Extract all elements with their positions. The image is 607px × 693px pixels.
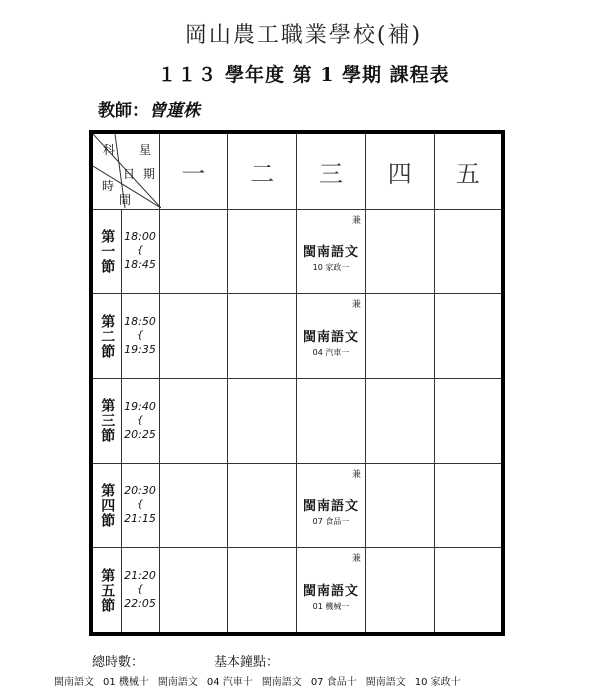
footer-item: 閩南語文 xyxy=(54,677,94,688)
class-group: 04 汽車一 xyxy=(312,348,350,358)
footer-item: 閩南語文 xyxy=(157,677,198,688)
period-label: 第四節 xyxy=(99,482,116,528)
schedule-slot[interactable] xyxy=(159,548,228,634)
period-end-time: 22:05 xyxy=(124,597,156,611)
period-row xyxy=(91,378,503,463)
period-start-time: 19:40 xyxy=(124,399,156,413)
period-time-separator: { xyxy=(136,414,144,426)
class-group: 07 食品一 xyxy=(312,517,350,527)
footer-line xyxy=(54,673,470,688)
period-time-cell xyxy=(121,294,159,379)
period-label-cell xyxy=(91,548,121,634)
schedule-slot[interactable] xyxy=(297,209,366,294)
base-hours-label: 基本鐘點： xyxy=(214,655,280,670)
corner-cell xyxy=(91,132,159,209)
class-tag: 兼 xyxy=(351,215,361,226)
period-time-cell xyxy=(121,463,159,548)
teacher-name: 曾蓮株 xyxy=(149,101,200,121)
period-time-separator: { xyxy=(136,330,144,342)
footer-item: 閩南語文 xyxy=(261,677,302,688)
period-time-cell xyxy=(121,548,159,634)
period-end-time: 18:45 xyxy=(124,258,156,272)
schedule-slot[interactable] xyxy=(434,548,503,634)
schedule-slot[interactable] xyxy=(228,378,297,463)
schedule-slot[interactable] xyxy=(365,294,434,379)
period-time-cell xyxy=(121,378,159,463)
schedule-slot[interactable] xyxy=(434,294,503,379)
footer-item: 04 汽車十 xyxy=(206,677,253,688)
day-header-wed: 三 xyxy=(297,132,366,209)
schedule-slot[interactable] xyxy=(297,378,366,463)
class-tag: 兼 xyxy=(351,554,361,565)
period-time-cell xyxy=(121,209,159,294)
period-start-time: 20:30 xyxy=(124,484,156,498)
footer-item: 10 家政十 xyxy=(414,677,461,688)
class-group: 10 家政一 xyxy=(312,263,350,273)
class-subject: 閩南語文 xyxy=(302,330,359,346)
class-subject: 閩南語文 xyxy=(302,499,359,515)
corner-star: 星 xyxy=(139,143,152,157)
period-label: 第三節 xyxy=(99,398,116,444)
corner-period: 期 xyxy=(143,167,156,181)
day-header-mon: 一 xyxy=(159,132,228,209)
period-row xyxy=(91,294,503,379)
day-header-fri: 五 xyxy=(434,132,503,209)
schedule-slot[interactable] xyxy=(434,463,503,548)
period-label-cell xyxy=(91,209,121,294)
period-time-separator: { xyxy=(136,499,144,511)
schedule-slot[interactable] xyxy=(297,548,366,634)
period-start-time: 18:50 xyxy=(124,315,156,329)
class-group: 01 機械一 xyxy=(312,602,350,612)
schedule-slot[interactable] xyxy=(365,548,434,634)
schedule-table xyxy=(89,130,505,636)
header-row xyxy=(91,132,503,209)
period-start-time: 21:20 xyxy=(124,569,156,583)
teacher-label: 教師： xyxy=(98,101,149,121)
schedule-slot[interactable] xyxy=(365,378,434,463)
schedule-slot[interactable] xyxy=(297,294,366,379)
day-header-thu: 四 xyxy=(365,132,434,209)
class-subject: 閩南語文 xyxy=(302,245,359,261)
period-time-separator: { xyxy=(136,584,144,596)
period-time-separator: { xyxy=(136,245,144,257)
schedule-slot[interactable] xyxy=(228,463,297,548)
class-subject: 閩南語文 xyxy=(302,584,359,600)
period-label: 第二節 xyxy=(99,313,116,359)
schedule-slot[interactable] xyxy=(434,378,503,463)
schedule-slot[interactable] xyxy=(159,209,228,294)
period-row xyxy=(91,463,503,548)
schedule-slot[interactable] xyxy=(159,378,228,463)
period-row xyxy=(91,548,503,634)
schedule-slot[interactable] xyxy=(159,294,228,379)
class-tag: 兼 xyxy=(351,300,361,311)
school-title: 岡山農工職業學校(補) xyxy=(184,23,423,48)
schedule-slot[interactable] xyxy=(228,294,297,379)
schedule-slot[interactable] xyxy=(297,463,366,548)
period-end-time: 20:25 xyxy=(124,427,156,441)
schedule-slot[interactable] xyxy=(365,463,434,548)
total-hours-label: 總時數： xyxy=(92,655,145,670)
period-end-time: 21:15 xyxy=(124,512,156,526)
corner-between: 間 xyxy=(119,193,132,207)
corner-time: 時 xyxy=(102,179,115,193)
corner-subject: 科 xyxy=(103,143,116,157)
day-header-tue: 二 xyxy=(228,132,297,209)
summary-line xyxy=(92,651,279,670)
period-end-time: 19:35 xyxy=(124,343,156,357)
footer-item: 閩南語文 xyxy=(365,677,406,688)
period-start-time: 18:00 xyxy=(124,230,156,244)
term-title: １１３ 學年度 第 1 學期 課程表 xyxy=(157,64,450,86)
period-label-cell xyxy=(91,294,121,379)
schedule-slot[interactable] xyxy=(365,209,434,294)
period-label: 第五節 xyxy=(99,567,116,613)
teacher-line xyxy=(98,96,200,121)
period-label-cell xyxy=(91,463,121,548)
footer-item: 07 食品十 xyxy=(310,677,357,688)
schedule-slot[interactable] xyxy=(434,209,503,294)
period-row xyxy=(91,209,503,294)
footer-item: 01 機械十 xyxy=(103,677,149,688)
period-label-cell xyxy=(91,378,121,463)
class-tag: 兼 xyxy=(351,469,361,480)
corner-date: 日 xyxy=(123,167,136,181)
schedule-slot[interactable] xyxy=(228,548,297,634)
schedule-slot[interactable] xyxy=(159,463,228,548)
schedule-slot[interactable] xyxy=(228,209,297,294)
period-label: 第一節 xyxy=(99,228,116,274)
